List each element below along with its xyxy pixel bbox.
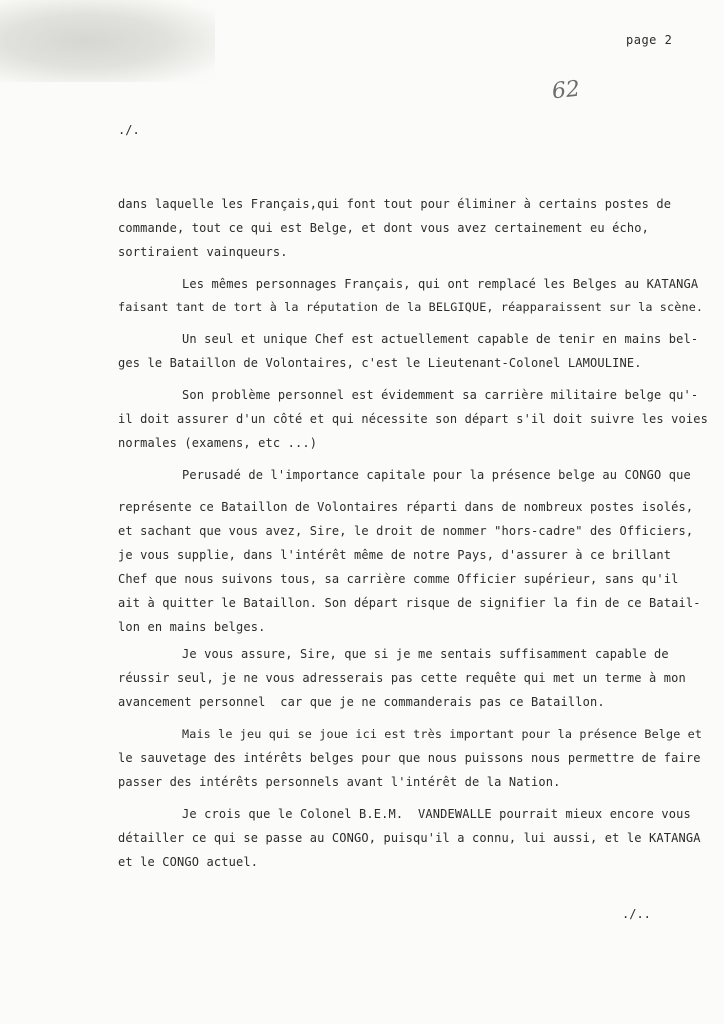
continuation-mark-top: ./. xyxy=(118,123,140,137)
text-line: réussir seul, je ne vous adresserais pas cette requête qui met un terme à mon xyxy=(118,671,686,685)
text-line: Mais le jeu qui se joue ici est très important pour la présence Belge et xyxy=(182,727,703,741)
text-line: et sachant que vous avez, Sire, le droit de nommer "hors-cadre" des Officiers, xyxy=(118,524,694,538)
text-line: Chef que nous suivons tous, sa carrière comme Officier supérieur, sans qu'il xyxy=(118,572,679,586)
text-line: je vous supplie, dans l'intérêt même de notre Pays, d'assurer à ce brillant xyxy=(118,548,672,562)
page-number: page 2 xyxy=(626,33,673,47)
handwritten-annotation: 62 xyxy=(550,76,582,105)
text-line: Un seul et unique Chef est actuellement capable de tenir en mains bel- xyxy=(182,332,699,346)
text-line: il doit assurer d'un côté et qui nécessite son départ s'il doit suivre les voies xyxy=(118,412,708,426)
paper-stain xyxy=(0,0,215,82)
text-line: Son problème personnel est évidemment sa carrière militaire belge qu'- xyxy=(182,388,699,402)
text-line: représente ce Bataillon de Volontaires réparti dans de nombreux postes isolés, xyxy=(118,500,694,514)
text-line: sortiraient vainqueurs. xyxy=(118,245,288,259)
text-line: détailler ce qui se passe au CONGO, puisqu'il a connu, lui aussi, et le KATANGA xyxy=(118,831,701,845)
text-line: ait à quitter le Bataillon. Son départ risque de signifier la fin de ce Batail- xyxy=(118,596,701,610)
text-line: Perusadé de l'importance capitale pour la présence belge au CONGO que xyxy=(182,468,691,482)
text-line: passer des intérêts personnels avant l'intérêt de la Nation. xyxy=(118,775,561,789)
continuation-mark-bottom: ./.. xyxy=(622,907,651,921)
text-line: dans laquelle les Français,qui font tout pour éliminer à certains postes de xyxy=(118,197,672,211)
text-line: Je vous assure, Sire, que si je me sentais suffisamment capable de xyxy=(182,647,669,661)
text-line: le sauvetage des intérêts belges pour que nous puissons nous permettre de faire xyxy=(118,751,701,765)
text-line: commande, tout ce qui est Belge, et dont vous avez certainement eu écho, xyxy=(118,221,649,235)
text-line: ges le Bataillon de Volontaires, c'est le Lieutenant-Colonel LAMOULINE. xyxy=(118,356,642,370)
text-line: et le CONGO actuel. xyxy=(118,855,259,869)
text-line: Je crois que le Colonel B.E.M. VANDEWALLE pourrait mieux encore vous xyxy=(182,807,691,821)
text-line: lon en mains belges. xyxy=(118,620,266,634)
text-line: faisant tant de tort à la réputation de la BELGIQUE, réapparaissent sur la scène. xyxy=(118,300,704,314)
text-line: normales (examens, etc ...) xyxy=(118,436,318,450)
text-line: Les mêmes personnages Français, qui ont remplacé les Belges au KATANGA xyxy=(182,277,699,291)
text-line: avancement personnel car que je ne commanderais pas ce Bataillon. xyxy=(118,695,605,709)
